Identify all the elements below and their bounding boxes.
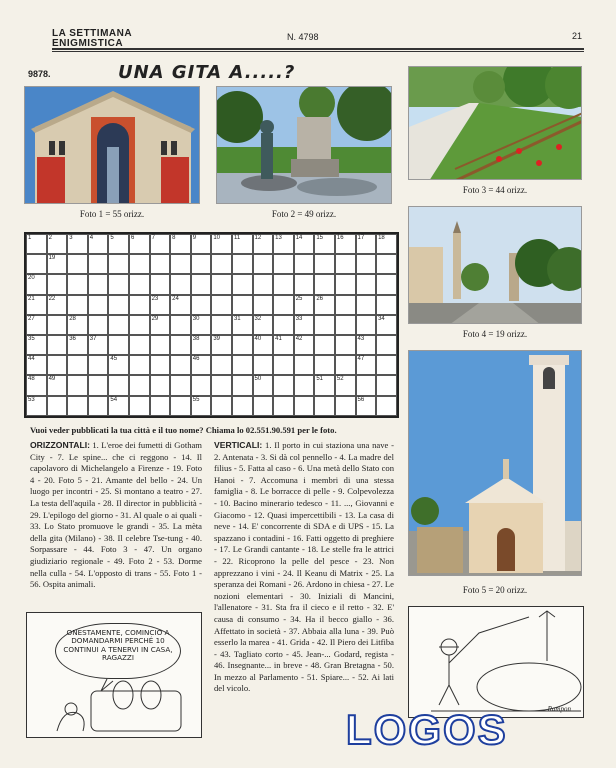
grid-cell[interactable]	[129, 315, 150, 335]
grid-cell-number: 19	[48, 255, 56, 262]
across-text: 1. L'eroe dei fumetti di Gotham City - 7. Le spine... che ci reggono - 14. Il capolavoro di Michelangelo a Firenze - 19. Foto 4 - 20. Foto 5 - 21. Amante del bello - 24. Un luogo per incontri - 25. Si montano a teatro - 27. La testa dell'aquila - 28. Il director in pubblicità - 29. L'epilogo del giorno - 31. Al quale o ai quali - 33. Lo Stato promuove le grandi - 35. La mèta della gita (Milano) - 38. Il celebre Tse-tung - 40. Sorpassare - 44. Foto 3 - 47. Un organo giudiziario regionale - 49. Foto 2 - 53. Dorme nella culla - 54. L'opposto di trans - 55. Foto 1 - 56. Ospita animali.	[30, 440, 202, 590]
grid-cell[interactable]	[356, 355, 377, 375]
grid-cell[interactable]	[253, 254, 274, 274]
grid-cell-number: 20	[28, 275, 35, 282]
grid-cell[interactable]	[108, 375, 129, 395]
photo-3-caption: Foto 3 = 44 orizz.	[462, 185, 528, 195]
grid-cell-number: 52	[336, 376, 344, 383]
down-text: 1. Il porto in cui staziona una nave - 2. Antenata - 3. Si dà col pennello - 4. La madre del filius - 5. Fatta al caso - 6. Una metà dello Stato con Hanoi - 7. Accomuna i membri di una stessa famiglia - 8. Le borracce di pelle - 9. Colpevolezza - 10. Bacino minerario tedesco - 11. ..., Giovanni e Giacomo - 12. Quasi impercettibili - 13. La casa di neve - 14. E' concorrente di SDA e di UPS - 15. La spazzano i contadini - 16. Fatti oggetto di preghiere - 17. Le Grandi cantante - 18. Le stelle fra le attrici - 22. Ricoprono la pelle del pesce - 23. Non apprezzano i vini - 24. Il Keanu di Matrix - 25. La speranza dei Romani - 26. Ardono in chiesa - 27. Le nozioni elementari - 30. Iniziali di Mancini, l'allenatore - 31. Sta fra il cieco e il retto - 32. E' causa di consumo - 34. Ha il becco giallo - 36. Affettato in società - 37. Abbaia alla luna - 39. Può esserlo la marea - 41. Grida - 42. Il Piero dei Litfiba - 43. Tagliato corto - 45. Jean-... Godard, regista - 46. Insegnante... in breve - 48. Gran Bretagna - 50. In mezzo al Parlamento - 51. Spiare... - 52. Ai lati del vicolo.	[214, 440, 394, 694]
header-rule	[52, 48, 584, 50]
grid-cell[interactable]	[108, 234, 129, 254]
grid-cell[interactable]	[170, 234, 191, 254]
grid-cell-number: 18	[378, 235, 385, 241]
grid-cell-number: 12	[254, 235, 262, 241]
grid-cell[interactable]	[211, 254, 232, 274]
grid-cell[interactable]	[253, 335, 274, 355]
grid-cell-number: 43	[357, 335, 365, 342]
grid-cell[interactable]	[335, 295, 356, 315]
grid-cell-number: 53	[28, 396, 35, 403]
grid-cell-number: 23	[151, 295, 159, 302]
grid-cell-number: 30	[192, 315, 200, 322]
grid-cell[interactable]	[294, 295, 315, 315]
grid-cell[interactable]	[211, 355, 232, 375]
grid-cell[interactable]	[170, 355, 191, 375]
grid-cell[interactable]	[191, 355, 212, 375]
down-clues	[214, 440, 394, 695]
grid-cell-number: 25	[295, 295, 303, 302]
grid-cell-number: 22	[48, 295, 56, 302]
cartoon-fisherman	[408, 606, 584, 718]
grid-cell[interactable]	[88, 295, 109, 315]
grid-cell[interactable]	[26, 396, 47, 416]
grid-cell[interactable]	[273, 295, 294, 315]
grid-cell[interactable]	[47, 396, 68, 416]
grid-cell-number: 48	[28, 376, 35, 383]
grid-cell[interactable]	[170, 335, 191, 355]
issue-number: N. 4798	[287, 32, 319, 42]
grid-cell[interactable]	[376, 295, 397, 315]
cartoon-signature: Rampon	[547, 705, 571, 713]
grid-cell-number: 24	[172, 295, 179, 302]
grid-cell-number: 49	[48, 376, 56, 383]
grid-cell-number: 6	[130, 235, 135, 241]
grid-cell[interactable]	[108, 254, 129, 274]
page-number: 21	[572, 31, 583, 41]
grid-cell[interactable]	[232, 355, 253, 375]
grid-cell[interactable]	[211, 315, 232, 335]
grid-cell[interactable]	[273, 396, 294, 416]
grid-cell[interactable]	[376, 274, 397, 294]
grid-cell[interactable]	[211, 396, 232, 416]
photo-4-caption: Foto 4 = 19 orizz.	[462, 329, 528, 339]
grid-cell[interactable]	[47, 274, 68, 294]
grid-cell-number: 15	[316, 235, 323, 241]
grid-cell[interactable]	[191, 315, 212, 335]
grid-cell[interactable]	[47, 295, 68, 315]
grid-cell[interactable]	[232, 295, 253, 315]
grid-cell[interactable]	[129, 335, 150, 355]
grid-cell-number: 1	[28, 235, 32, 241]
grid-cell[interactable]	[294, 375, 315, 395]
grid-cell[interactable]	[356, 375, 377, 395]
grid-cell[interactable]	[88, 396, 109, 416]
grid-cell[interactable]	[273, 274, 294, 294]
grid-cell[interactable]	[150, 295, 171, 315]
grid-cell-number: 21	[28, 295, 35, 302]
grid-cell[interactable]	[26, 295, 47, 315]
grid-cell[interactable]	[47, 254, 68, 274]
photo-1-church-facade	[24, 86, 200, 204]
grid-cell[interactable]	[108, 315, 129, 335]
photo-2-caption: Foto 2 = 49 orizz.	[271, 209, 337, 219]
grid-cell[interactable]	[191, 335, 212, 355]
grid-cell-number: 31	[233, 315, 241, 322]
grid-cell[interactable]	[150, 335, 171, 355]
grid-cell[interactable]	[211, 234, 232, 254]
grid-cell[interactable]	[170, 295, 191, 315]
grid-cell-number: 35	[28, 335, 35, 342]
grid-cell[interactable]	[253, 375, 274, 395]
grid-cell[interactable]	[314, 335, 335, 355]
grid-cell[interactable]	[294, 355, 315, 375]
logos-watermark: LOGOS	[346, 706, 508, 753]
grid-cell-number: 45	[110, 356, 118, 363]
grid-cell[interactable]	[335, 335, 356, 355]
grid-cell[interactable]	[191, 375, 212, 395]
grid-cell[interactable]	[273, 355, 294, 375]
grid-cell[interactable]	[211, 335, 232, 355]
photo-5-church-bell-tower	[408, 350, 582, 576]
grid-cell[interactable]	[314, 295, 335, 315]
grid-cell[interactable]	[273, 375, 294, 395]
grid-cell[interactable]	[67, 295, 88, 315]
grid-cell[interactable]	[88, 355, 109, 375]
grid-cell[interactable]	[67, 274, 88, 294]
grid-cell[interactable]	[26, 375, 47, 395]
grid-cell-number: 55	[192, 396, 200, 403]
grid-cell[interactable]	[376, 234, 397, 254]
grid-cell[interactable]	[273, 234, 294, 254]
photo-5-caption: Foto 5 = 20 orizz.	[462, 585, 528, 595]
grid-cell[interactable]	[356, 234, 377, 254]
grid-cell[interactable]	[67, 355, 88, 375]
grid-cell-number: 44	[28, 356, 35, 363]
grid-cell[interactable]	[26, 234, 47, 254]
photo-3-country-path	[408, 66, 582, 180]
grid-cell[interactable]	[47, 315, 68, 335]
grid-cell[interactable]	[150, 396, 171, 416]
grid-cell[interactable]	[67, 315, 88, 335]
grid-cell[interactable]	[108, 396, 129, 416]
crossword-grid[interactable]	[24, 232, 399, 418]
grid-cell[interactable]	[335, 234, 356, 254]
grid-cell[interactable]	[26, 315, 47, 335]
grid-cell[interactable]	[26, 274, 47, 294]
grid-cell-number: 42	[295, 335, 303, 342]
grid-cell[interactable]	[294, 254, 315, 274]
grid-cell[interactable]	[88, 335, 109, 355]
grid-cell-number: 3	[69, 235, 73, 241]
grid-cell-number: 37	[89, 335, 97, 342]
grid-cell-number: 32	[254, 315, 262, 322]
grid-cell[interactable]	[335, 315, 356, 335]
across-title: ORIZZONTALI:	[30, 440, 90, 450]
grid-cell[interactable]	[253, 295, 274, 315]
grid-cell[interactable]	[67, 254, 88, 274]
magazine-brand: LA SETTIMANA ENIGMISTICA	[52, 28, 132, 49]
grid-cell-number: 40	[254, 335, 262, 342]
grid-cell[interactable]	[47, 335, 68, 355]
grid-cell[interactable]	[232, 396, 253, 416]
grid-cell[interactable]	[88, 274, 109, 294]
grid-cell[interactable]	[253, 274, 274, 294]
grid-cell[interactable]	[211, 375, 232, 395]
grid-cell[interactable]	[356, 274, 377, 294]
grid-cell[interactable]	[232, 375, 253, 395]
grid-cell[interactable]	[170, 315, 191, 335]
grid-cell-number: 13	[275, 235, 282, 241]
cartoon-dogs-couch	[26, 612, 202, 738]
grid-cell[interactable]	[294, 315, 315, 335]
grid-cell[interactable]	[314, 375, 335, 395]
grid-cell-number: 8	[172, 235, 176, 241]
grid-cell[interactable]	[108, 274, 129, 294]
puzzle-title: UNA GITA A.....?	[118, 62, 296, 83]
puzzle-number: 9878.	[28, 69, 51, 79]
grid-cell[interactable]	[47, 234, 68, 254]
grid-cell-number: 4	[89, 235, 94, 241]
grid-cell-number: 26	[316, 295, 323, 302]
grid-cell-number: 11	[233, 235, 241, 241]
grid-cell[interactable]	[356, 315, 377, 335]
grid-cell-number: 50	[254, 376, 262, 383]
grid-cell[interactable]	[170, 274, 191, 294]
photo-1-caption: Foto 1 = 55 orizz.	[79, 209, 145, 219]
grid-cell[interactable]	[294, 335, 315, 355]
grid-cell-number: 51	[316, 376, 323, 383]
grid-cell[interactable]	[129, 274, 150, 294]
grid-cell[interactable]	[170, 396, 191, 416]
grid-cell[interactable]	[232, 274, 253, 294]
grid-cell-number: 7	[151, 235, 155, 241]
photo-2-fountain	[216, 86, 392, 204]
grid-cell[interactable]	[191, 396, 212, 416]
grid-cell[interactable]	[191, 274, 212, 294]
grid-cell[interactable]	[26, 254, 47, 274]
grid-cell[interactable]	[211, 274, 232, 294]
grid-cell[interactable]	[314, 396, 335, 416]
grid-cell[interactable]	[88, 375, 109, 395]
grid-cell-number: 54	[110, 396, 118, 403]
across-clues	[30, 440, 202, 591]
grid-cell[interactable]	[314, 274, 335, 294]
grid-cell[interactable]	[47, 355, 68, 375]
grid-cell-number: 16	[336, 235, 344, 241]
grid-cell[interactable]	[253, 355, 274, 375]
grid-cell[interactable]	[253, 315, 274, 335]
grid-cell-number: 28	[69, 315, 76, 322]
grid-cell[interactable]	[232, 315, 253, 335]
grid-cell[interactable]	[129, 355, 150, 375]
grid-cell-number: 39	[213, 335, 221, 342]
grid-cell[interactable]	[273, 254, 294, 274]
grid-cell[interactable]	[129, 375, 150, 395]
grid-cell-number: 46	[192, 356, 200, 363]
grid-cell[interactable]	[335, 274, 356, 294]
cartoon-speech-bubble: ONESTAMENTE, COMINCIO A DOMANDARMI PERCHÉ 10 CONTINUI A TENERVI IN CASA, RAGAZZI	[55, 623, 181, 679]
grid-cell-number: 41	[275, 335, 282, 342]
grid-cell[interactable]	[129, 254, 150, 274]
grid-cell-number: 34	[378, 315, 385, 322]
grid-cell[interactable]	[314, 355, 335, 375]
grid-cell[interactable]	[273, 315, 294, 335]
grid-cell[interactable]	[170, 254, 191, 274]
grid-cell[interactable]	[67, 335, 88, 355]
grid-cell[interactable]	[129, 295, 150, 315]
down-title: VERTICALI:	[214, 440, 263, 450]
grid-cell[interactable]	[129, 234, 150, 254]
grid-cell[interactable]	[294, 234, 315, 254]
grid-cell[interactable]	[191, 295, 212, 315]
grid-cell[interactable]	[314, 254, 335, 274]
grid-cell[interactable]	[108, 355, 129, 375]
grid-cell[interactable]	[356, 396, 377, 416]
invite-text: Vuoi veder pubblicati la tua città e il tuo nome? Chiama lo 02.551.90.591 per le foto.	[30, 425, 337, 435]
grid-cell-number: 38	[192, 335, 200, 342]
grid-cell[interactable]	[335, 396, 356, 416]
grid-cell[interactable]	[376, 396, 397, 416]
grid-cell[interactable]	[232, 254, 253, 274]
grid-cell[interactable]	[108, 335, 129, 355]
grid-cell[interactable]	[150, 355, 171, 375]
grid-cell[interactable]	[150, 274, 171, 294]
grid-cell-number: 17	[357, 235, 365, 241]
grid-cell-number: 10	[213, 235, 221, 241]
grid-cell[interactable]	[88, 315, 109, 335]
grid-cell-number: 29	[151, 315, 159, 322]
grid-cell[interactable]	[191, 254, 212, 274]
grid-cell[interactable]	[211, 295, 232, 315]
photo-4-village-street	[408, 206, 582, 324]
grid-cell[interactable]	[150, 234, 171, 254]
grid-cell[interactable]	[294, 396, 315, 416]
grid-cell[interactable]	[335, 254, 356, 274]
grid-cell-number: 5	[110, 235, 114, 241]
grid-cell[interactable]	[150, 254, 171, 274]
grid-cell[interactable]	[129, 396, 150, 416]
grid-cell[interactable]	[67, 375, 88, 395]
grid-cell[interactable]	[273, 335, 294, 355]
grid-cell-number: 2	[48, 235, 52, 241]
grid-cell[interactable]	[356, 254, 377, 274]
grid-cell[interactable]	[150, 315, 171, 335]
grid-cell[interactable]	[191, 234, 212, 254]
grid-cell-number: 14	[295, 235, 303, 241]
grid-cell[interactable]	[376, 335, 397, 355]
grid-cell[interactable]	[376, 375, 397, 395]
grid-cell[interactable]	[26, 335, 47, 355]
grid-cell-number: 56	[357, 396, 365, 403]
grid-cell-number: 27	[28, 315, 35, 322]
grid-cell[interactable]	[253, 234, 274, 254]
grid-cell[interactable]	[314, 234, 335, 254]
grid-cell[interactable]	[376, 315, 397, 335]
grid-cell[interactable]	[47, 375, 68, 395]
grid-cell[interactable]	[232, 335, 253, 355]
grid-cell[interactable]	[376, 254, 397, 274]
grid-cell[interactable]	[356, 295, 377, 315]
grid-cell[interactable]	[335, 375, 356, 395]
grid-cell[interactable]	[376, 355, 397, 375]
grid-cell[interactable]	[253, 396, 274, 416]
header-rule-thin	[52, 51, 584, 52]
grid-cell-number: 36	[69, 335, 76, 342]
grid-cell[interactable]	[67, 234, 88, 254]
grid-cell[interactable]	[108, 295, 129, 315]
grid-cell[interactable]	[26, 355, 47, 375]
grid-cell[interactable]	[88, 234, 109, 254]
grid-cell[interactable]	[294, 274, 315, 294]
grid-cell[interactable]	[356, 335, 377, 355]
grid-cell[interactable]	[170, 375, 191, 395]
grid-cell[interactable]	[335, 355, 356, 375]
grid-cell[interactable]	[150, 375, 171, 395]
grid-cell[interactable]	[88, 254, 109, 274]
grid-cell-number: 9	[192, 235, 197, 241]
grid-cell[interactable]	[314, 315, 335, 335]
grid-cell[interactable]	[232, 234, 253, 254]
grid-cell[interactable]	[67, 396, 88, 416]
grid-cell-number: 33	[295, 315, 303, 322]
grid-cell-number: 47	[357, 356, 365, 363]
